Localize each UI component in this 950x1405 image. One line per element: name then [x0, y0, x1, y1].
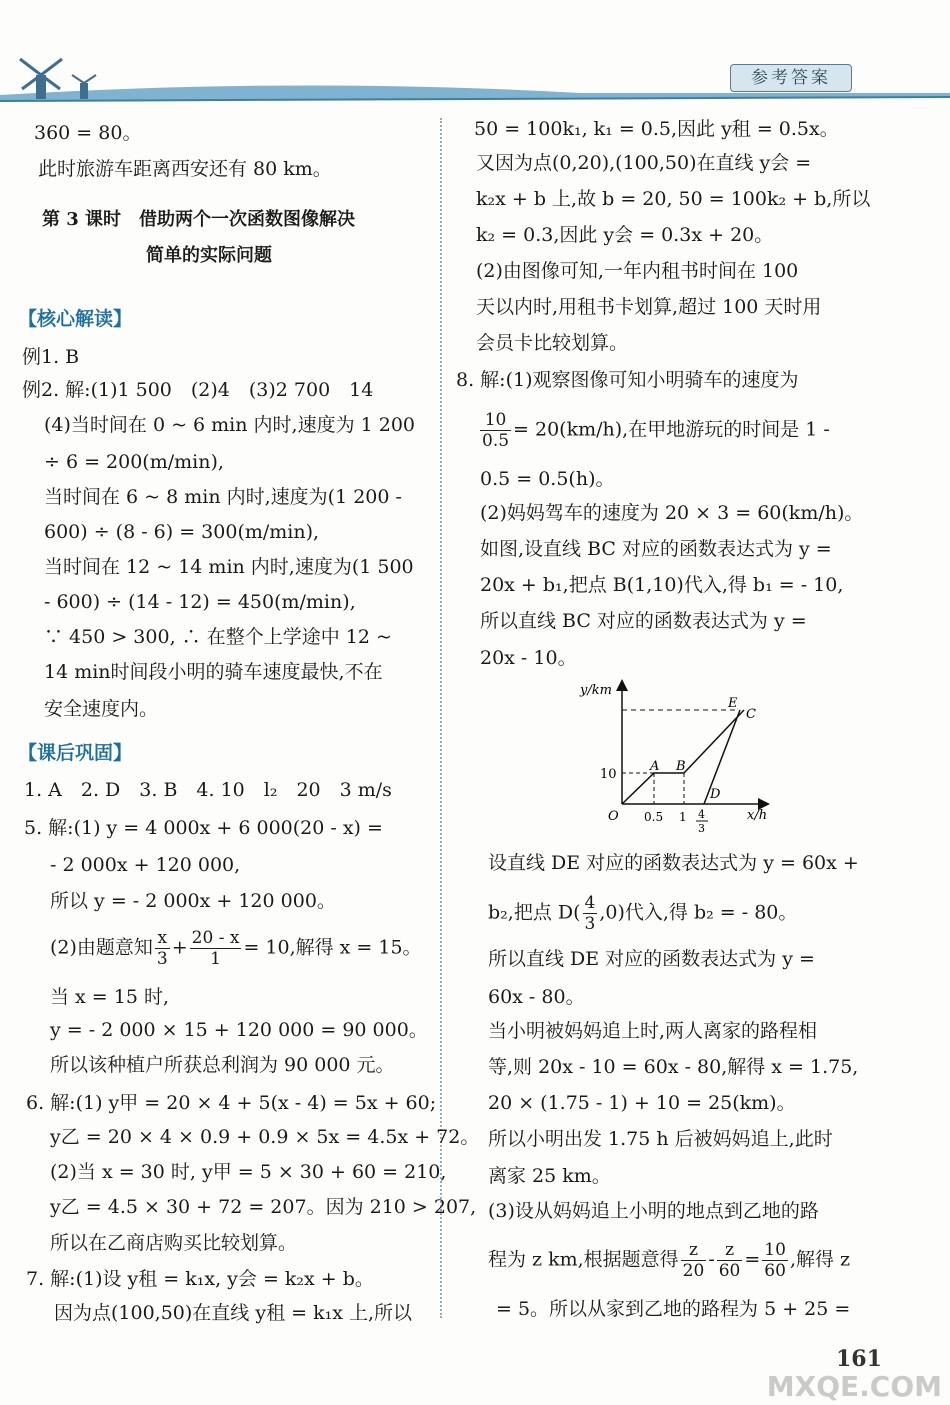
point-label-a: A — [650, 759, 660, 774]
tick-label: 10 — [600, 767, 617, 782]
fraction: $\frac{z}{20}$ — [682, 1240, 705, 1281]
tick-label: 3 — [698, 822, 705, 834]
q5-line: 5. 解:(1) y = 4 000x + 6 000(20 - x) = — [24, 817, 383, 839]
fraction: $\frac{10}{0.5}$ — [482, 410, 510, 451]
q6-line: y乙 = 4.5 × 30 + 72 = 207。因为 210 > 207, — [50, 1196, 477, 1218]
text-line: 安全速度内。 — [44, 698, 159, 720]
q7-line: 因为点(100,50)在直线 y租 = k₁x 上,所以 — [54, 1302, 413, 1324]
answer-key-tag: 参考答案 — [730, 64, 852, 92]
q8-line: (2)妈妈驾车的速度为 20 × 3 = 60(km/h)。 — [480, 502, 864, 524]
q8-line: 等,则 20x - 10 = 60x - 80,解得 x = 1.75, — [488, 1056, 859, 1078]
text-line: 当时间在 12 ~ 14 min 内时,速度为(1 500 — [44, 556, 414, 578]
fraction: $\frac{20 - x}{1}$ — [191, 928, 240, 969]
point-label-b: B — [676, 759, 686, 774]
distance-time-graph — [572, 676, 772, 834]
q8-line: 20x + b₁,把点 B(1,10)代入,得 b₁ = - 10, — [480, 574, 844, 596]
q8-line: (3)设从妈妈追上小明的地点到乙地的路 — [488, 1200, 819, 1222]
text-line: 当时间在 6 ~ 8 min 内时,速度为(1 200 - — [44, 486, 402, 508]
q8-line: 如图,设直线 BC 对应的函数表达式为 y = — [480, 538, 832, 560]
example-2: 例2. 解:(1)1 500 (2)4 (3)2 700 14 — [22, 379, 374, 401]
text-line: 此时旅游车距离西安还有 80 km。 — [38, 158, 332, 180]
q8-line: 20x - 10。 — [480, 647, 577, 669]
answers-1-4: 1. A 2. D 3. B 4. 10 l₂ 20 3 m/s — [24, 779, 392, 801]
text-line: 会员卡比较划算。 — [476, 332, 629, 354]
point-label-c: C — [746, 707, 756, 722]
q8-point-d-line: b₂,把点 D( $\frac{4}{3}$ ,0)代入,得 b₂ = - 80。 — [488, 893, 798, 934]
fraction: $\frac{10}{60}$ — [764, 1240, 786, 1281]
text-line: k₂ = 0.3,因此 y会 = 0.3x + 20。 — [476, 224, 774, 246]
text-line: ∵ 450 > 300, ∴ 在整个上学途中 12 ~ — [44, 626, 392, 648]
q8-line: 0.5 = 0.5(h)。 — [480, 468, 615, 490]
q8-line: = 5。所以从家到乙地的路程为 5 + 25 = — [496, 1298, 851, 1320]
lesson-title-cont: 简单的实际问题 — [146, 245, 272, 266]
section-heading-core: 【核心解读】 — [18, 308, 133, 330]
q5-equation: (2)由题意知 $\frac{x}{3}$ + $\frac{20 - x}{1}$ = 10,解得 x = 15。 — [50, 928, 422, 969]
q7-line: 7. 解:(1)设 y租 = k₁x, y会 = k₂x + b。 — [26, 1268, 374, 1290]
text-line: 又因为点(0,20),(100,50)在直线 y会 = — [476, 152, 812, 174]
text-line: - 600) ÷ (14 - 12) = 450(m/min), — [44, 591, 356, 613]
text-line: ÷ 6 = 200(m/min), — [44, 451, 224, 473]
fraction: $\frac{z}{60}$ — [718, 1240, 741, 1281]
q8-speed-equation: $\frac{10}{0.5}$ = 20(km/h),在甲地游玩的时间是 1 - — [482, 410, 830, 451]
x-axis-label: x/h — [747, 808, 768, 823]
q5-line: y = - 2 000 × 15 + 120 000 = 90 000。 — [50, 1019, 428, 1041]
tick-label: 1 — [679, 810, 687, 824]
text-line: 600) ÷ (8 - 6) = 300(m/min), — [44, 521, 320, 543]
origin-label: O — [608, 809, 619, 824]
lesson-title: 第 3 课时 借助两个一次函数图像解决 — [42, 209, 356, 230]
section-heading-practice: 【课后巩固】 — [18, 742, 133, 764]
q8-line: 当小明被妈妈追上时,两人离家的路程相 — [488, 1020, 818, 1042]
q8-line: 所以小明出发 1.75 h 后被妈妈追上,此时 — [488, 1128, 833, 1150]
point-label-e: E — [728, 696, 738, 711]
example-1: 例1. B — [22, 346, 80, 368]
text-line: 14 min时间段小明的骑车速度最快,不在 — [44, 661, 383, 683]
q8-z-equation: 程为 z km,根据题意得 $\frac{z}{20}$ - $\frac{z}{60}$ = $\frac{10}{60}$ ,解得 z — [488, 1240, 851, 1281]
y-axis-label: y/km — [580, 683, 612, 698]
q6-line: 6. 解:(1) y甲 = 20 × 4 + 5(x - 4) = 5x + 60; — [26, 1092, 437, 1114]
q5-line: 所以 y = - 2 000x + 120 000。 — [50, 890, 336, 912]
q5-line: 所以该种植户所获总利润为 90 000 元。 — [50, 1054, 395, 1076]
fraction: $\frac{x}{3}$ — [156, 928, 168, 969]
q6-line: (2)当 x = 30 时, y甲 = 5 × 30 + 60 = 210, — [50, 1161, 447, 1183]
q6-line: y乙 = 20 × 4 × 0.9 + 0.9 × 5x = 4.5x + 72。 — [50, 1126, 480, 1148]
q8-line: 离家 25 km。 — [488, 1165, 611, 1187]
watermark-logo: MXQE.COM — [766, 1370, 942, 1403]
q5-line: - 2 000x + 120 000, — [50, 854, 241, 876]
text-line: k₂x + b 上,故 b = 20, 50 = 100k₂ + b,所以 — [476, 188, 871, 210]
text-line: (2)由图像可知,一年内租书时间在 100 — [476, 260, 799, 282]
q8-line: 20 × (1.75 - 1) + 10 = 25(km)。 — [488, 1092, 796, 1114]
page-number: 161 — [836, 1346, 882, 1372]
q8-line: 设直线 DE 对应的函数表达式为 y = 60x + — [488, 852, 859, 874]
q8-line: 8. 解:(1)观察图像可知小明骑车的速度为 — [456, 369, 799, 391]
q5-line: 当 x = 15 时, — [50, 986, 170, 1008]
q8-line: 60x - 80。 — [488, 986, 585, 1008]
q6-line: 所以在乙商店购买比较划算。 — [50, 1232, 298, 1254]
tick-label: 0.5 — [644, 810, 664, 824]
text-line: 50 = 100k₁, k₁ = 0.5,因此 y租 = 0.5x。 — [474, 118, 839, 140]
q8-line: 所以直线 BC 对应的函数表达式为 y = — [480, 610, 807, 632]
fraction: $\frac{4}{3}$ — [584, 893, 596, 934]
text-line: 天以内时,用租书卡划算,超过 100 天时用 — [476, 296, 822, 318]
text-line: 360 = 80。 — [34, 122, 142, 144]
tick-label: 4 — [698, 808, 705, 821]
point-label-d: D — [710, 787, 721, 802]
q8-line: 所以直线 DE 对应的函数表达式为 y = — [488, 948, 815, 970]
text-line: (4)当时间在 0 ~ 6 min 内时,速度为 1 200 — [44, 414, 416, 436]
xiaoming-line-abc — [622, 710, 744, 804]
